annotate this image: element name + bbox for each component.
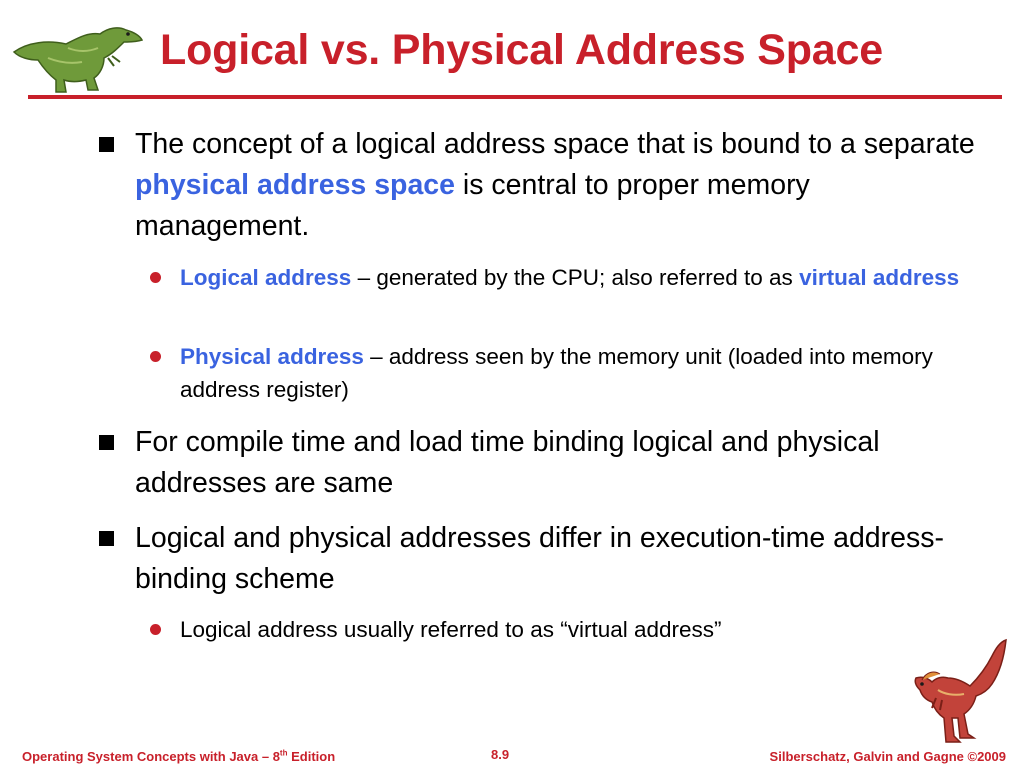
round-bullet-icon	[150, 272, 161, 283]
bullet-3-sub-1-text: Logical address usually referred to as “virtual address”	[180, 617, 722, 642]
round-bullet-icon	[150, 624, 161, 635]
round-bullet-icon	[150, 351, 161, 362]
slide-title: Logical vs. Physical Address Space	[160, 26, 883, 74]
term-virtual-address: virtual address	[799, 265, 960, 290]
bullet-1-highlight: physical address space	[135, 169, 456, 201]
bullet-1	[135, 124, 975, 247]
footer-book-title-end: Edition	[287, 749, 336, 764]
bullet-1-sub-1	[180, 261, 970, 294]
square-bullet-icon	[99, 435, 114, 450]
red-dinosaur-icon	[908, 638, 1012, 746]
bullet-1-sub-2	[180, 340, 970, 406]
bullet-3	[135, 518, 975, 600]
bullet-2-text: For compile time and load time binding logical and physical addresses are same	[135, 426, 880, 499]
footer-book-title-sup: th	[279, 748, 288, 758]
term-physical-address: Physical address	[180, 344, 364, 369]
footer-book-title-main: Operating System Concepts with Java – 8	[22, 749, 280, 764]
title-divider	[28, 95, 1002, 99]
bullet-3-text: Logical and physical addresses differ in execution-time address-binding scheme	[135, 522, 944, 595]
term-logical-address: Logical address	[180, 265, 352, 290]
square-bullet-icon	[99, 137, 114, 152]
square-bullet-icon	[99, 531, 114, 546]
footer-copyright: Silberschatz, Galvin and Gagne ©2009	[769, 749, 1006, 764]
bullet-3-sub-1	[180, 613, 970, 646]
green-dinosaur-icon	[8, 18, 144, 96]
bullet-1-text-start: The concept of a logical address space that is bound to a separate	[135, 128, 975, 160]
bullet-1-sub-1-text: – generated by the CPU; also referred to as	[351, 265, 800, 290]
footer-book-title	[22, 749, 335, 764]
bullet-2	[135, 422, 975, 504]
slide-number: 8.9	[491, 747, 510, 762]
bullet-1-text-end: is central to proper memory management.	[135, 169, 810, 242]
bullet-1-sub-2-text: – address seen by the memory unit (loaded into memory address register)	[180, 344, 933, 402]
